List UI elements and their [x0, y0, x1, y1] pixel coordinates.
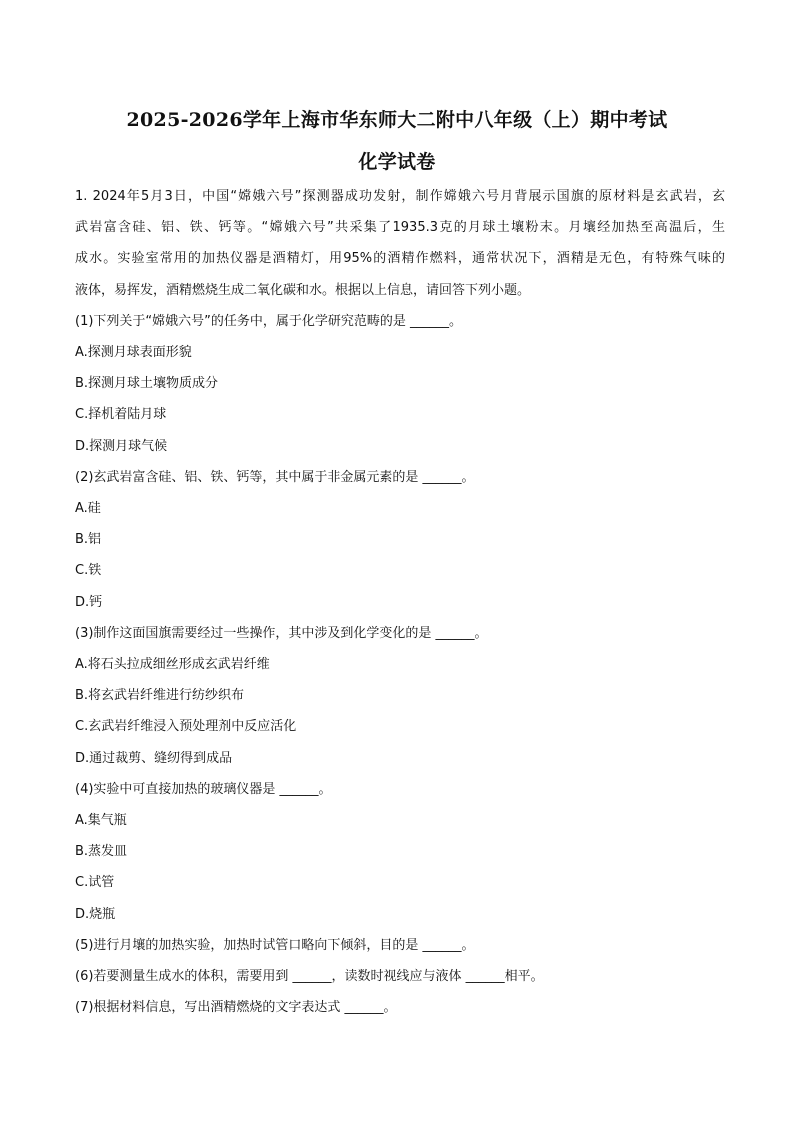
option-item: C.择机着陆月球 [75, 407, 167, 423]
option-item: A.将石头拉成细丝形成玄武岩纤维 [75, 657, 270, 673]
question-intro-line: 成水。实验室常用的加热仪器是酒精灯，用95%的酒精作燃料，通常状况下，酒精是无色，有特殊气味的 [75, 251, 725, 267]
option-item: B.铝 [75, 532, 102, 548]
option-item: A.探测月球表面形貌 [75, 345, 192, 361]
sub-question-6-stem: (6)若要测量生成水的体积，需要用到 ______，读数时视线应与液体 ______相平。 [75, 969, 544, 985]
sub-question-2-stem: (2)玄武岩富含硅、铝、铁、钙等，其中属于非金属元素的是 ______。 [75, 469, 475, 485]
option-item: D.钙 [75, 594, 103, 610]
option-item: C.试管 [75, 875, 115, 891]
exam-title: 2025-2026学年上海市华东师大二附中八年级（上）期中考试 [126, 109, 668, 131]
sub-question-5-stem: (5)进行月壤的加热实验，加热时试管口略向下倾斜，目的是 ______。 [75, 937, 475, 953]
option-item: D.烧瓶 [75, 906, 116, 922]
sub-question-3-stem: (3)制作这面国旗需要经过一些操作，其中涉及到化学变化的是 ______。 [75, 625, 488, 641]
option-item: A.硅 [75, 501, 101, 517]
option-item: A.集气瓶 [75, 813, 127, 829]
option-item: D.探测月球气候 [75, 438, 168, 454]
sub-question-7-stem: (7)根据材料信息，写出酒精燃烧的文字表达式 ______。 [75, 1000, 397, 1016]
sub-question-1-stem: (1)下列关于“嫦娥六号”的任务中，属于化学研究范畴的是 ______。 [75, 313, 463, 329]
option-item: B.探测月球土壤物质成分 [75, 376, 219, 392]
question-intro-line: 液体，易挥发，酒精燃烧生成二氧化碳和水。根据以上信息，请回答下列小题。 [75, 282, 531, 298]
question-body [75, 181, 725, 1023]
option-item: B.将玄武岩纤维进行纺纱织布 [75, 688, 245, 704]
sub-question-4-stem: (4)实验中可直接加热的玻璃仪器是 ______。 [75, 781, 332, 797]
question-intro-line: 武岩富含硅、铝、铁、钙等。“嫦娥六号”共采集了1935.3克的月球土壤粉末。月壤经加热至高温后，生 [75, 220, 725, 236]
option-item: D.通过裁剪、缝纫得到成品 [75, 750, 233, 766]
option-item: B.蒸发皿 [75, 844, 128, 860]
option-item: C.铁 [75, 563, 102, 579]
question-intro-line: 1. 2024年5月3日，中国“嫦娥六号”探测器成功发射，制作嫦娥六号月背展示国旗的原材料是玄武岩，玄 [75, 189, 725, 204]
option-item: C.玄武岩纤维浸入预处理剂中反应活化 [75, 719, 297, 735]
exam-subtitle: 化学试卷 [358, 151, 436, 173]
